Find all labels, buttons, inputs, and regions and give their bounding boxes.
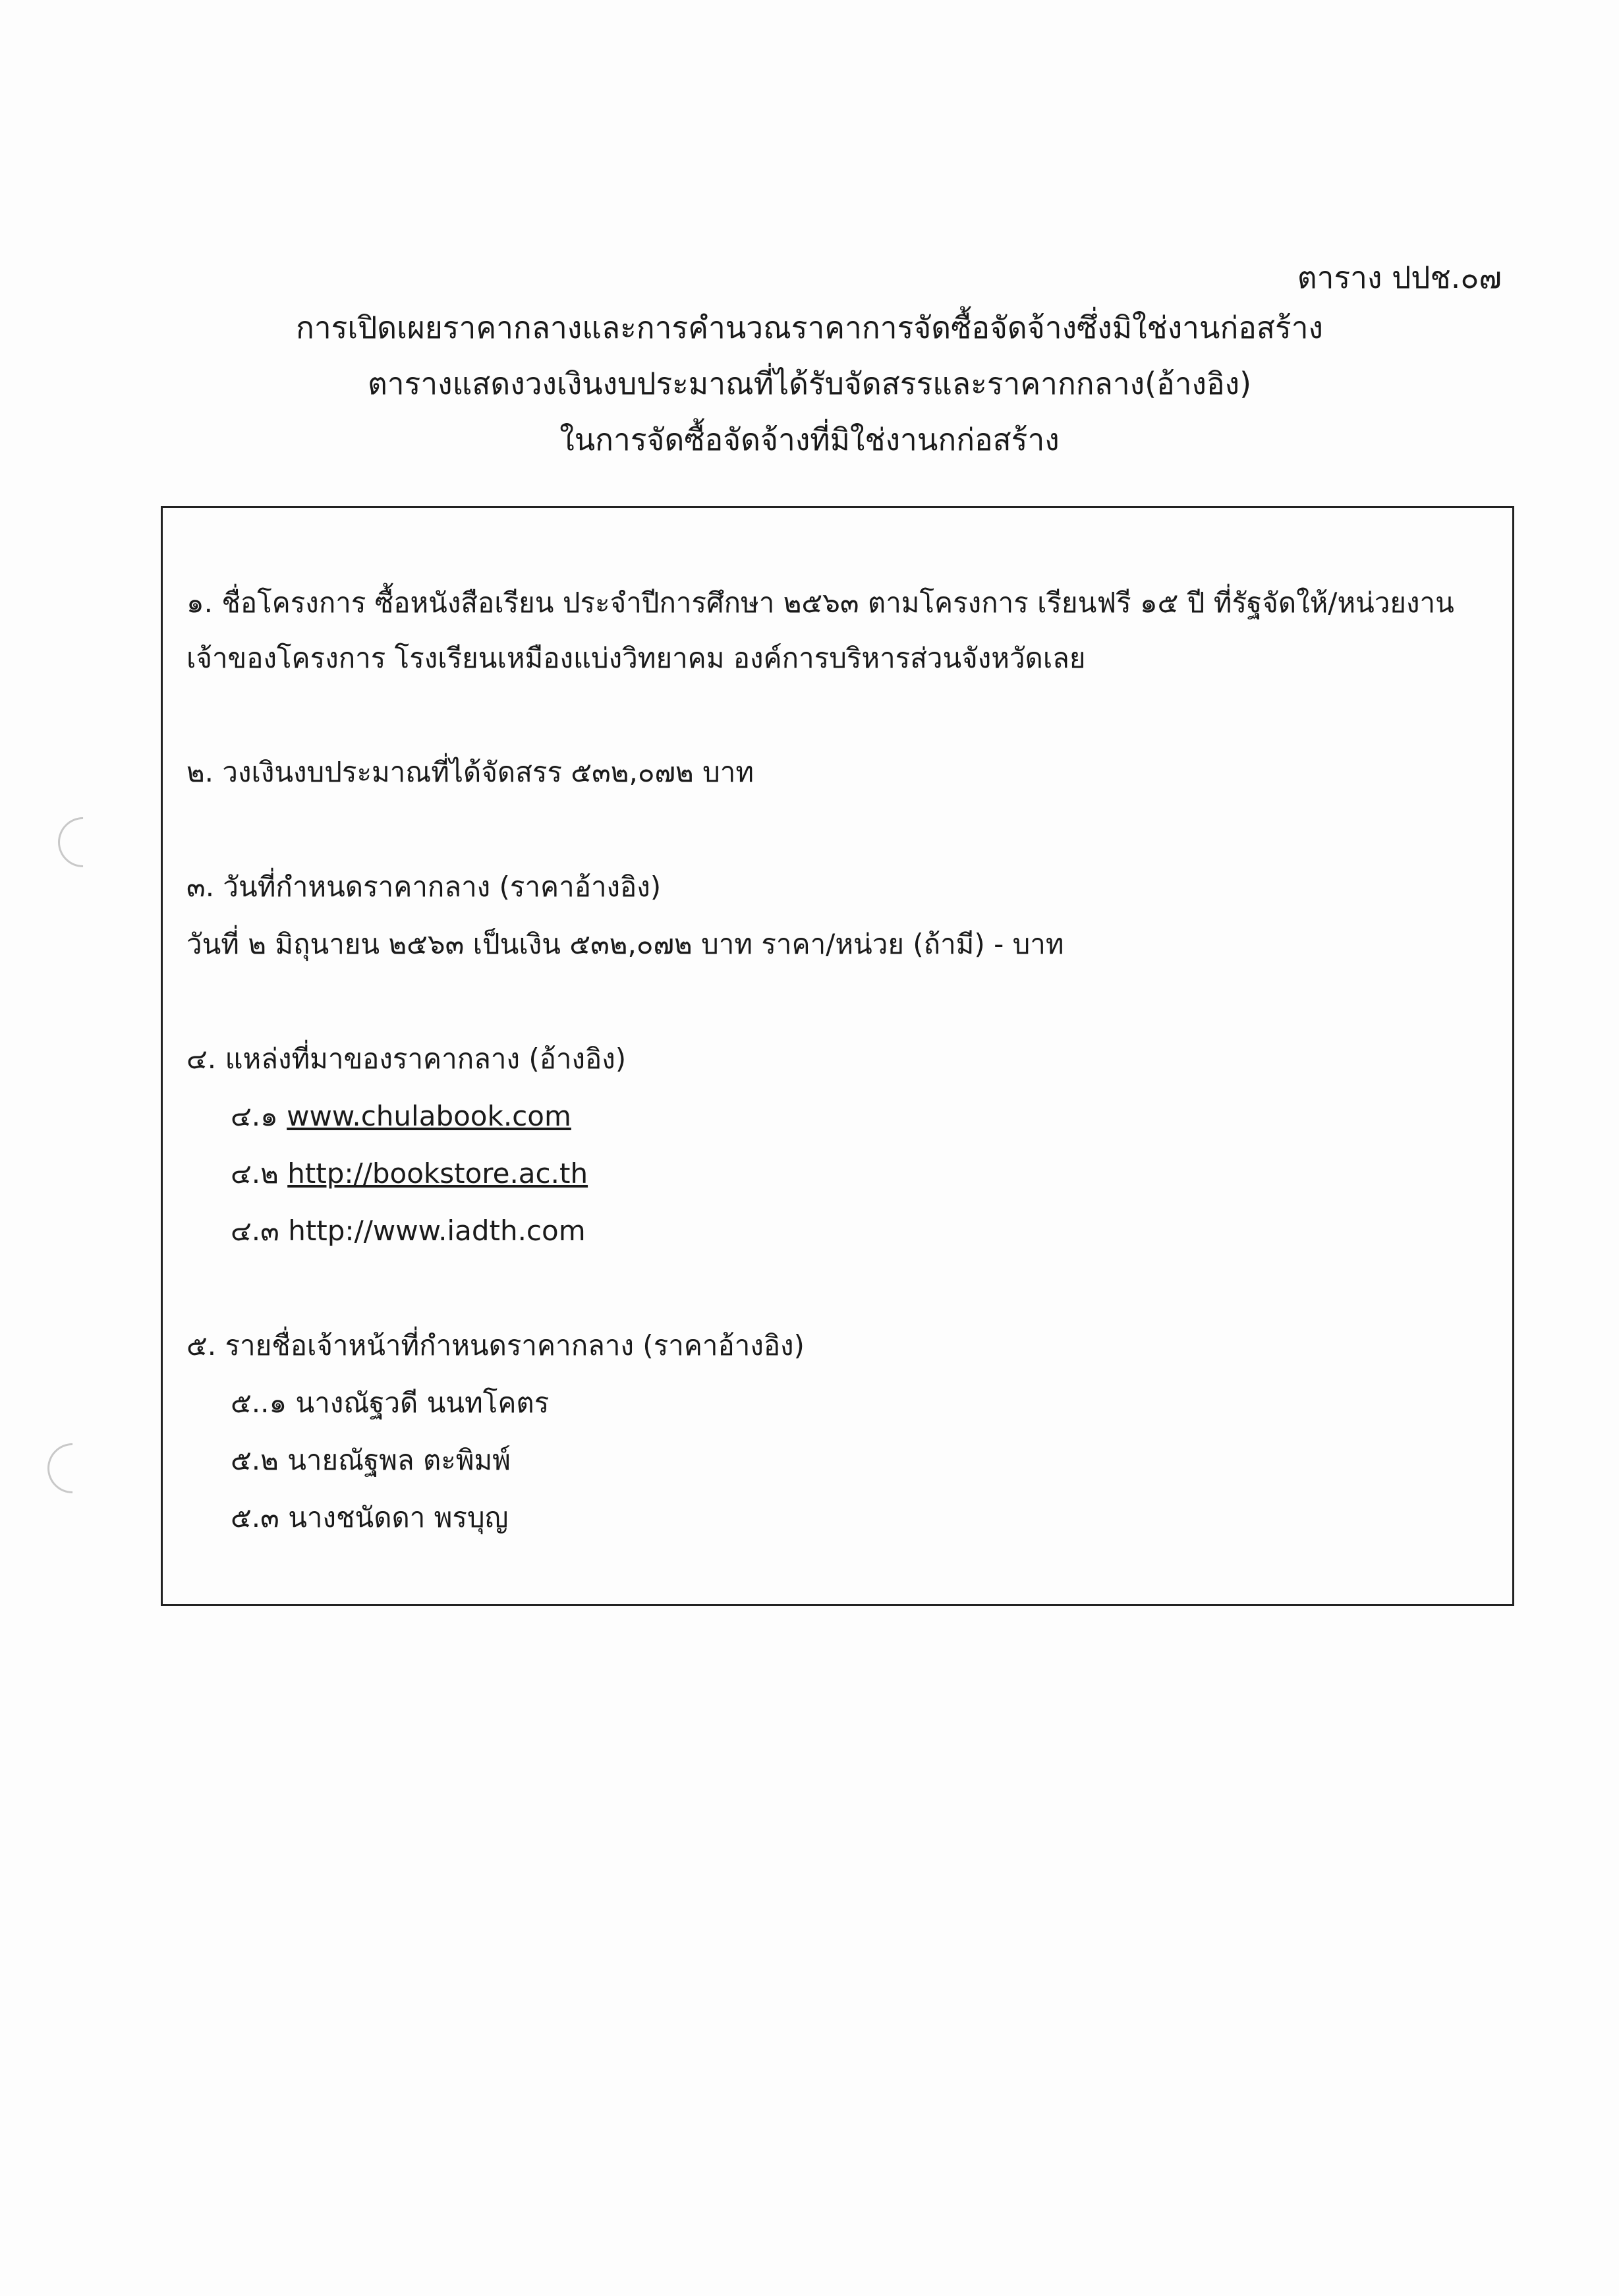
official-number: ๕.๓ [231, 1501, 279, 1534]
item-3-date-detail: วันที่ ๒ มิถุนายน ๒๕๖๓ เป็นเงิน ๕๓๒,๐๗๒ บาท ราคา/หน่วย (ถ้ามี) - บาท [186, 928, 1064, 960]
source-link-chulabook[interactable]: www.chulabook.com [287, 1100, 571, 1132]
source-item-2 [231, 1154, 588, 1193]
source-item-3 [231, 1211, 586, 1251]
official-item-1 [231, 1383, 549, 1423]
item-1-line-2: เจ้าของโครงการ โรงเรียนเหมืองแบ่งวิทยาคม องค์การบริหารส่วนจังหวัดเลย [186, 642, 1086, 674]
item-4-heading: ๔. แหล่งที่มาของราคากลาง (อ้างอิง) [186, 1043, 627, 1075]
item-1-line-1: ๑. ชื่อโครงการ ซื้อหนังสือเรียน ประจำปีการศึกษา ๒๕๖๓ ตามโครงการ เรียนฟรี ๑๕ ปี ที่รัฐจัดให้/หน่วยงาน [186, 587, 1454, 619]
document-title [0, 300, 1619, 468]
source-text-iadth: http://www.iadth.com [288, 1215, 586, 1247]
form-code: ตาราง ปปช.๐๗ [1297, 260, 1502, 295]
official-item-3 [231, 1498, 508, 1537]
title-line-1: การเปิดเผยราคากลางและการคำนวณราคาการจัดซื้อจัดจ้างซึ่งมิใช่งานก่อสร้าง [295, 310, 1323, 345]
official-number: ๕.๒ [231, 1444, 279, 1476]
punch-hole-upper [47, 807, 118, 877]
item-5-heading: ๕. รายชื่อเจ้าหน้าที่กำหนดราคากลาง (ราคาอ้างอิง) [186, 1329, 805, 1362]
source-link-bookstore[interactable]: http://bookstore.ac.th [287, 1157, 588, 1190]
title-line-2: ตารางแสดงวงเงินงบประมาณที่ได้รับจัดสรรและราคากกลาง(อ้างอิง) [367, 366, 1252, 401]
source-number: ๔.๑ [231, 1100, 278, 1132]
item-2-budget: ๒. วงเงินงบประมาณที่ได้จัดสรร ๕๓๒,๐๗๒ บาท [186, 756, 754, 788]
source-number: ๔.๓ [231, 1215, 279, 1247]
source-number: ๔.๒ [231, 1157, 279, 1190]
punch-hole-lower [37, 1433, 107, 1503]
official-name: นายณัฐพล ตะพิมพ์ [287, 1444, 511, 1476]
item-3-heading: ๓. วันที่กำหนดราคากลาง (ราคาอ้างอิง) [186, 871, 662, 903]
source-item-1 [231, 1097, 571, 1136]
official-name: นางชนัดดา พรบุญ [288, 1501, 509, 1534]
title-line-3: ในการจัดซื้อจัดจ้างที่มิใช่งานกก่อสร้าง [559, 422, 1060, 457]
official-item-2 [231, 1441, 511, 1480]
official-number: ๕..๑ [231, 1387, 287, 1419]
official-name: นางณัฐวดี นนทโคตร [295, 1387, 550, 1419]
